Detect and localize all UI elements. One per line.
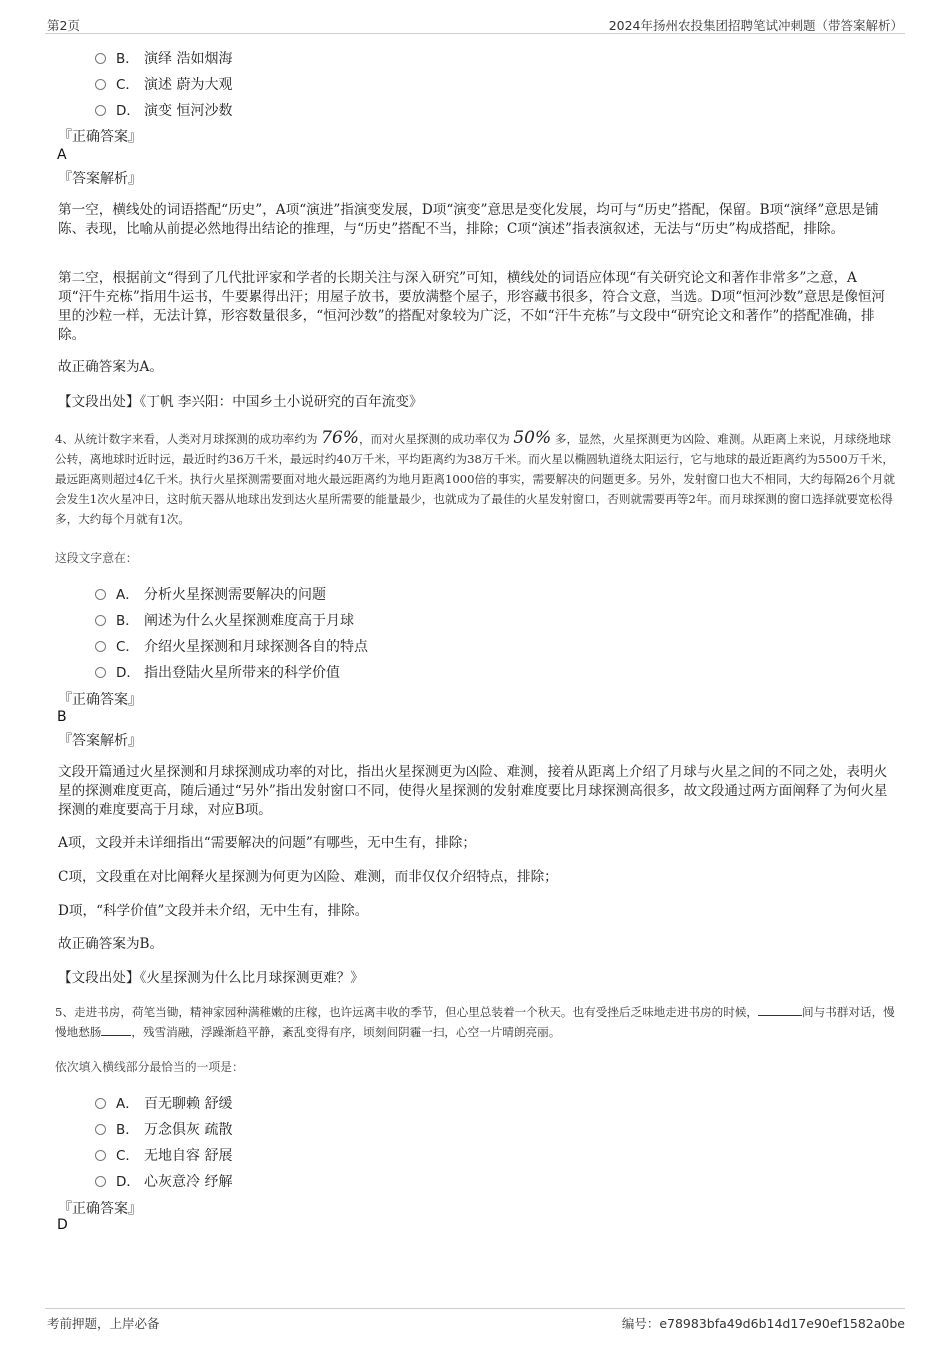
q4-analysis-a: A项，文段并未详细指出“需要解决的问题”有哪些，无中生有，排除； bbox=[58, 835, 476, 851]
q5-stem: 5、走进书房，荷笔当锄，精神家园种满稚嫩的庄稼，也许远离丰收的季节，但心里总装着一个秋天。也有受挫后乏味地走进书房的时候， 间与书群对话，慢慢地愁肠 ，残雪消融，浮躁渐趋平静，紊乱变得有序，顷刻间阴霾一扫，心空一片晴朗亮丽。 bbox=[55, 1005, 895, 1039]
radio-icon[interactable] bbox=[95, 589, 106, 600]
q5-prompt: 依次填入横线部分最恰当的一项是： bbox=[55, 1060, 244, 1074]
q4-prompt: 这段文字意在： bbox=[55, 551, 138, 565]
radio-icon[interactable] bbox=[95, 79, 106, 90]
math-50-percent: 50% bbox=[513, 428, 552, 448]
fill-blank-2 bbox=[101, 1024, 131, 1036]
q3-analysis-conclusion: 故正确答案为A。 bbox=[58, 359, 163, 375]
q4-option-b[interactable]: B． 阐述为什么火星探测难度高于月球 bbox=[95, 609, 354, 629]
q4-stem: 4、从统计数字来看，人类对月球探测的成功率约为 76%，而对火星探测的成功率仅为 50% 多，显然，火星探测更为凶险、难测。从距离上来说，月球绕地球公转，离地球时近时远，最近时约36万千米，最远时约40万千米，平均距离约为38万千米。而火星以椭圆轨道绕太阳运行，它与地球的最近距离约为5500万千米，最远距离则超过4亿千米。执行火星探测需要面对地火最远距离约为地月距离1000倍的事实，需要解决的问题更多。另外，发射窗口也大不相同，大约每隔26个月就会发生1次火星冲日，这时航天器从地球出发到达火星所需要的能量最少，也就成为了最佳的火星发射窗口，否则就需要再等2年。而月球探测的窗口选择就要宽松得多，大约每个月就有1次。 bbox=[55, 428, 896, 526]
q5-option-c[interactable]: C． 无地自容 舒展 bbox=[95, 1144, 232, 1164]
q4-analysis-conclusion: 故正确答案为B。 bbox=[58, 936, 164, 952]
page-number: 第2页 bbox=[47, 18, 80, 33]
q4-option-d[interactable]: D． 指出登陆火星所带来的科学价值 bbox=[95, 661, 340, 681]
q3-analysis-label: 『答案解析』 bbox=[58, 171, 142, 187]
q4-analysis-p1: 文段开篇通过火星探测和月球探测成功率的对比，指出火星探测更为凶险、难测，接着从距离上介绍了月球与火星之间的不同之处，表明火星的探测难度更高，随后通过“另外”指出发射窗口不同，使得火星探测的发射难度要比月球探测高很多，故文段通过两方面阐释了为何火星探测的难度要高于月球，对应B项。 bbox=[58, 764, 888, 818]
radio-icon[interactable] bbox=[95, 105, 106, 116]
footer-divider bbox=[45, 1308, 905, 1309]
q5-option-a[interactable]: A． 百无聊赖 舒缓 bbox=[95, 1092, 232, 1112]
footer-slogan: 考前押题，上岸必备 bbox=[47, 1316, 160, 1331]
math-76-percent: 76% bbox=[321, 428, 359, 448]
radio-icon[interactable] bbox=[95, 1176, 106, 1187]
q5-option-b[interactable]: B． 万念俱灰 疏散 bbox=[95, 1118, 232, 1138]
radio-icon[interactable] bbox=[95, 615, 106, 626]
radio-icon[interactable] bbox=[95, 53, 106, 64]
q4-option-c[interactable]: C． 介绍火星探测和月球探测各自的特点 bbox=[95, 635, 368, 655]
q3-analysis-p1: 第一空，横线处的词语搭配“历史”，A项“演进”指演变发展，D项“演变”意思是变化发展，均可与“历史”搭配，保留。B项“演绎”意思是铺陈、表现，比喻从前提必然地得出结论的推理，与“历史”搭配不当，排除；C项“演述”指表演叙述，无法与“历史”构成搭配，排除。 bbox=[58, 202, 879, 237]
radio-icon[interactable] bbox=[95, 1124, 106, 1135]
radio-icon[interactable] bbox=[95, 1150, 106, 1161]
q5-option-d[interactable]: D． 心灰意冷 纾解 bbox=[95, 1170, 232, 1190]
q4-analysis-d: D项，“科学价值”文段并未介绍，无中生有，排除。 bbox=[58, 903, 369, 919]
q3-answer-label: 『正确答案』 bbox=[58, 129, 142, 145]
q3-option-d[interactable]: D． 演变 恒河沙数 bbox=[95, 99, 232, 119]
header-divider bbox=[45, 33, 905, 34]
document-title: 2024年扬州农投集团招聘笔试冲刺题（带答案解析） bbox=[608, 18, 903, 33]
q4-source: 【文段出处】《火星探测为什么比月球探测更难？》 bbox=[58, 970, 364, 986]
q5-answer: D bbox=[57, 1217, 68, 1233]
q5-answer-label: 『正确答案』 bbox=[58, 1201, 142, 1217]
footer-code: 编号：e78983bfa49d6b14d17e90ef1582a0be bbox=[621, 1316, 905, 1331]
q4-option-a[interactable]: A． 分析火星探测需要解决的问题 bbox=[95, 583, 326, 603]
radio-icon[interactable] bbox=[95, 641, 106, 652]
fill-blank-1 bbox=[758, 1004, 802, 1016]
q3-option-b[interactable]: B． 演绎 浩如烟海 bbox=[95, 47, 232, 67]
q4-answer-label: 『正确答案』 bbox=[58, 692, 142, 708]
q3-option-c[interactable]: C． 演述 蔚为大观 bbox=[95, 73, 232, 93]
radio-icon[interactable] bbox=[95, 1098, 106, 1109]
q4-analysis-c: C项，文段重在对比阐释火星探测为何更为凶险、难测，而非仅仅介绍特点，排除； bbox=[58, 869, 558, 885]
q4-analysis-label: 『答案解析』 bbox=[58, 733, 142, 749]
q3-source: 【文段出处】《丁帆 李兴阳：中国乡土小说研究的百年流变》 bbox=[58, 394, 423, 410]
q4-answer: B bbox=[57, 709, 67, 725]
radio-icon[interactable] bbox=[95, 667, 106, 678]
q3-analysis-p2: 第二空，根据前文“得到了几代批评家和学者的长期关注与深入研究”可知，横线处的词语应体现“有关研究论文和著作非常多”之意，A项“汗牛充栋”指用牛运书，牛要累得出汗；用屋子放书，要放满整个屋子，形容藏书很多，符合文意，当选。D项“恒河沙数”意思是像恒河里的沙粒一样，无法计算，形容数量很多，“恒河沙数”的搭配对象较为广泛，不如“汗牛充栋”与文段中“研究论文和著作”的搭配准确，排除。 bbox=[58, 270, 886, 343]
q3-answer: A bbox=[57, 147, 67, 163]
